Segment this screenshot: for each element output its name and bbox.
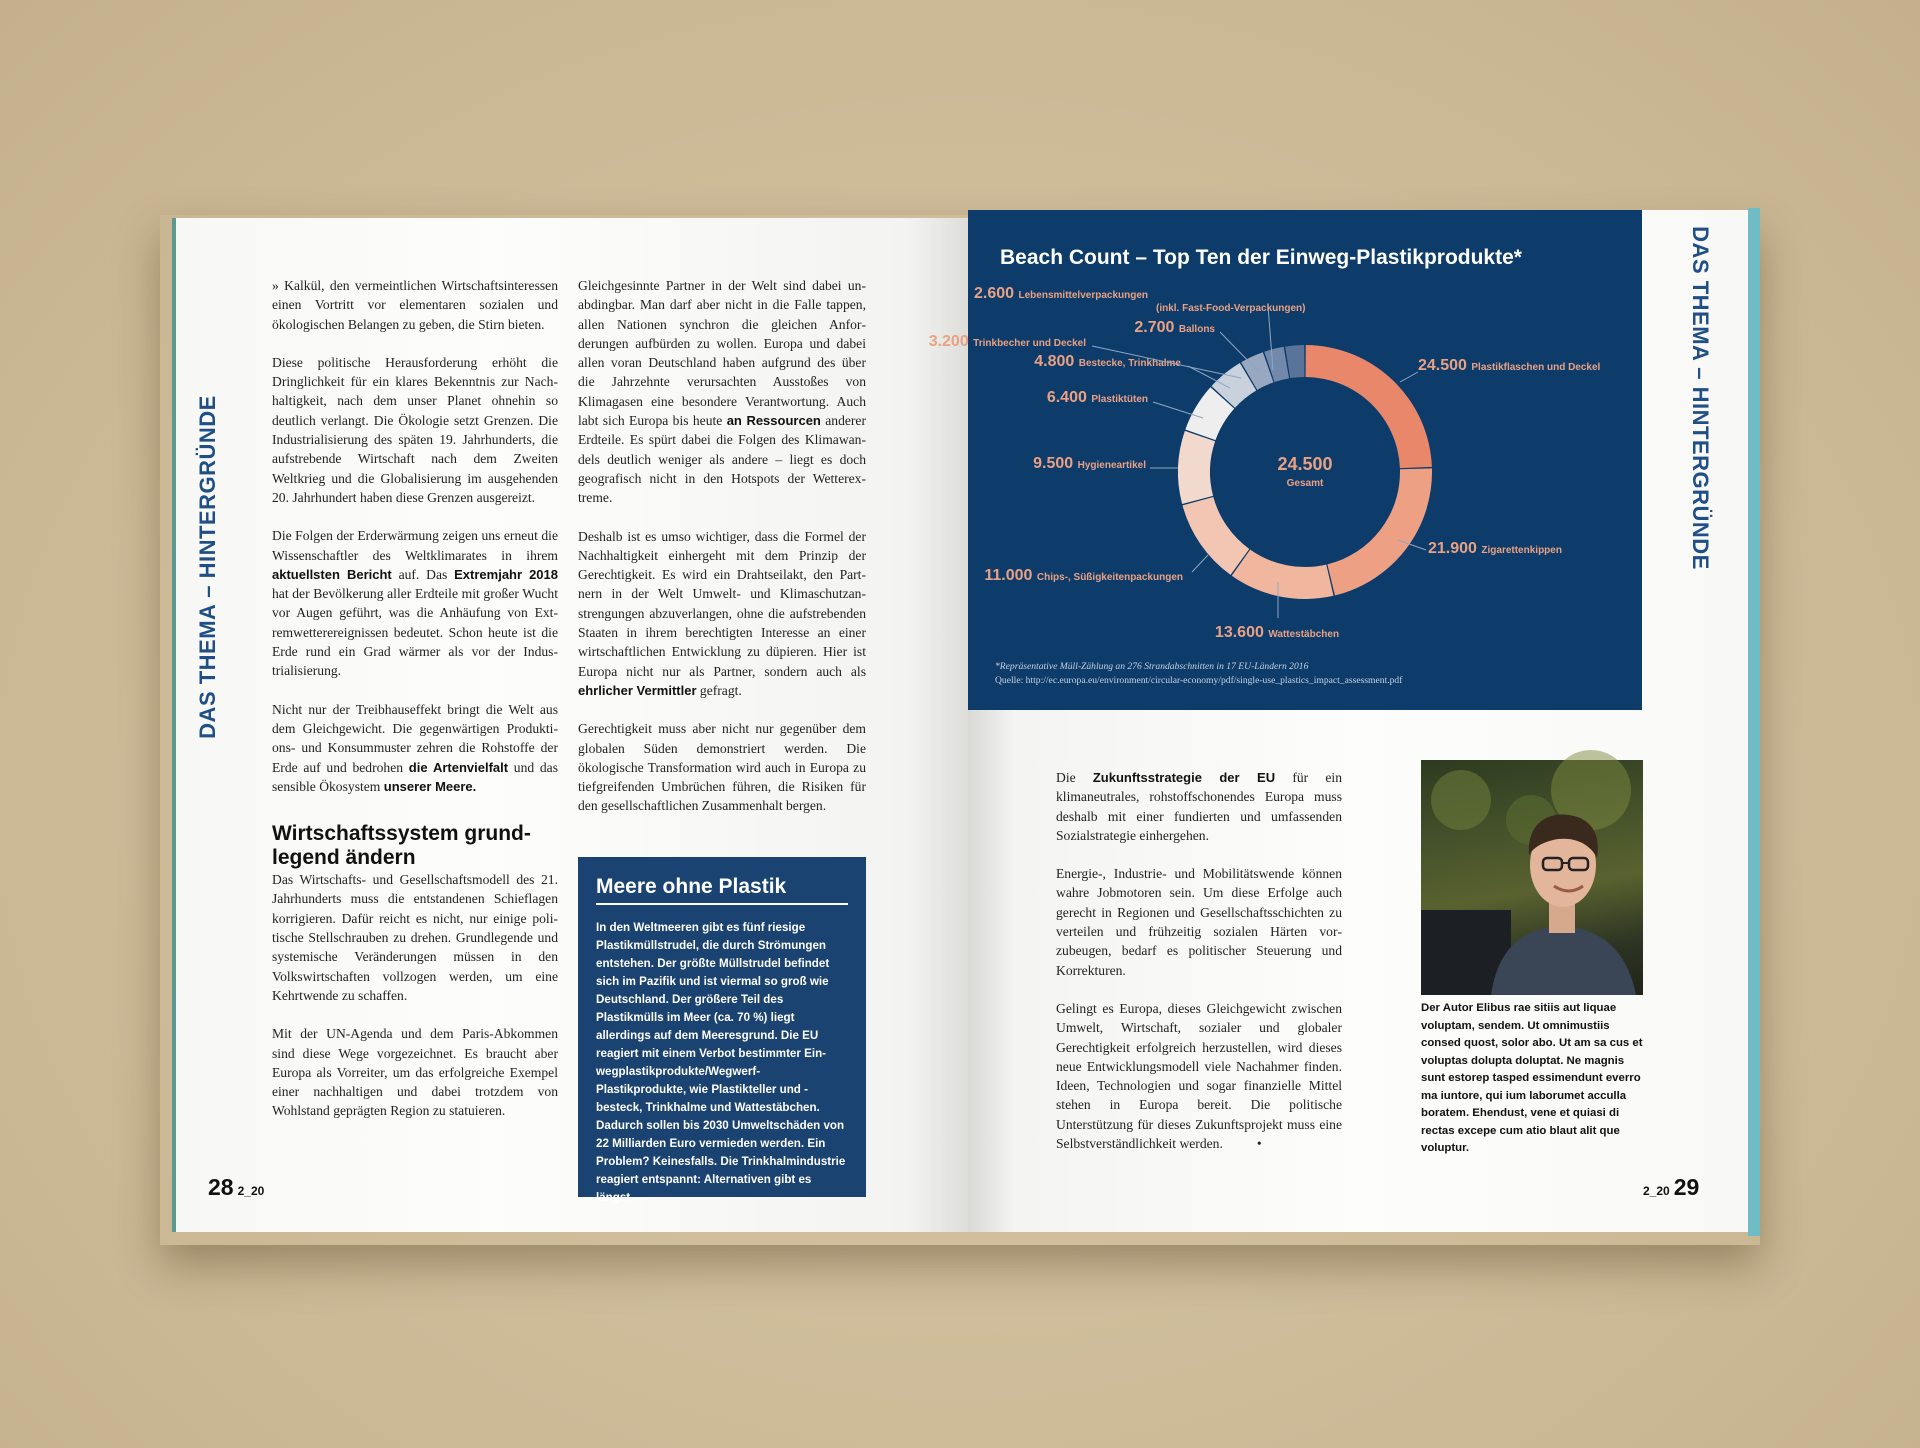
slice-label: 6.400 Plastiktüten [1046, 389, 1148, 406]
paragraph: Deshalb ist es umso wichtiger, dass die Formel der Nachhaltigkeit einhergeht mit dem Prinzip der Gerechtigkeit. Es wird ein Drahtseilakt, den Partnern in der Welt Umwelt- und Klimaschutzanstrengungen abzuverlangen, ohne die aufstrebenden Staaten in ihrem berechtigten Interesse an einer wirtschaftlichen Entwicklung zu düpieren. Hier ist Europa nicht nur als Partner, sondern auch als ehrlicher Vermittler gefragt. [578, 528, 866, 698]
info-box-text: In den Weltmeeren gibt es fünf riesige Plastikmüllstrudel, die durch Strömungen entstehen. Der größte Müllstrudel befindet sich im Pazifik und ist viermal so groß wie Deutschland. Der größere Teil des Plastikmülls im Meer (ca. 70 %) liegt allerdings auf dem Meeresgrund. Die EU reagiert mit einem Verbot bestimmter Einwegplastikprodukte/Wegwerf-Plastikprodukte, wie Plastikteller und -besteck, Trinkhalme und Wattestäbchen. Dadurch sollen bis 2030 Umweltschäden von 22 Milliarden Euro vermieden werden. Ein Problem? Keinesfalls. Die Trinkhalmindustrie reagiert entspannt: Alternativen gibt es längst. [596, 921, 846, 1204]
paragraph: Mit der UN-Agenda und dem Paris-Abkommen sind diese Wege vorgezeichnet. Es braucht aber Europa als Vorreiter, um das erfolgreiche Exempel einer nachhaltigen und dabei trotzdem von Wohlstand geprägten Region zu statuieren. [272, 1026, 558, 1119]
donut-slice-3 [1232, 550, 1334, 599]
donut-center-label: Gesamt [1286, 478, 1324, 489]
photo-caption: Der Autor Elibus rae sitiis aut liquae voluptam, sendem. Ut omnimustiis consed quost, solor abo. Ut am sa cus et voluptas dolupta doluptat. Ne magnis sunt estorep tasped essimendunt everro ma iuntore, qui ium laborumet acculla boratem. Ehendust, vene et quiasi di rectas excepe cum atio blaut alit que voluptur. [1421, 1002, 1643, 1154]
slice-label: 9.500 Hygieneartikel [1033, 455, 1146, 472]
info-box-title: Meere ohne Plastik [596, 875, 787, 898]
paragraph: Gelingt es Europa, dieses Gleichgewicht zwischen Umwelt, Wirtschaft, sozialer und globaler Gerechtigkeit erfolgreich herzustellen, wird dieses neue Entwicklungsmodell viele Nachahmer finden. Ideen, Technologien und sogar finanzielle Mittel stehen in Europa bereit. Die politische Unterstützung für dieses Zukunftsprojekt muss eine Selbstverständlichkeit werden. • [1056, 1000, 1342, 1152]
leader-line [1192, 555, 1208, 572]
footnote-source: Quelle: http://ec.europa.eu/environment/circular-economy/pdf/single-use_plastics_impact_assessment.pdf [995, 675, 1403, 686]
donut-slice-2 [1327, 468, 1432, 595]
donut-slice-4 [1182, 497, 1249, 575]
page-number-right: 2_20 29 [1643, 1174, 1700, 1200]
slice-label: 2.700 Ballons [1134, 319, 1215, 336]
slice-label: 2.600 Lebensmittelverpackungen [974, 285, 1148, 302]
left-column-1 [272, 276, 558, 1140]
slice-label-continuation: (inkl. Fast-Food-Verpackungen) [1156, 303, 1306, 314]
donut-slice-5 [1178, 431, 1215, 504]
section-title-left: DAS THEMA – HINTERGRÜNDE [195, 395, 220, 739]
paragraph: » Kalkül, den vermeintlichen Wirtschaftsinteressen einen Vortritt vor elementaren sozialen und ökologischen Belangen zu geben, die Stirn bieten. [272, 278, 558, 332]
paragraph: Nicht nur der Treibhauseffekt bringt die Welt aus dem Gleichgewicht. Die gegenwärtigen Produktions- und Konsummuster zehren die Rohstoffe der Erde auf und bedrohen die Artenvielfalt und das sensible Ökosystem unserer Meere. [272, 701, 559, 794]
chart-footnote [995, 660, 1615, 688]
slice-label: 3.200 Trinkbecher und Deckel [928, 333, 1086, 350]
paragraph: Gleichgesinnte Partner in der Welt sind dabei unabdingbar. Man darf aber nicht in die Falle tappen, allen Nationen synchron die gleichen Anforderungen aufbürden zu wollen. Europa und dabei allen voran Deutschland haben aufgrund des über die Jahrzehnte verursachten Ausstoßes von Klimagasen eine besondere Verantwortung. Auch labt sich Europa bis heute an Ressourcen anderer Erdteile. Es spürt dabei die Folgen des Klimawandels deutlich weniger als andere – liegt es doch geografisch nicht in den Hotspots der Wetterextreme. [578, 278, 866, 506]
donut-chart [928, 210, 1642, 710]
paragraph: Das Wirtschafts- und Gesellschaftsmodell des 21. Jahrhunderts muss die entstandenen Schieflagen korrigieren. Dafür reicht es nicht, nur einige politische Stellschrauben zu drehen. Grundlegende und systemische Veränderungen müssen in den Volkswirtschaften vollzogen werden, um eine Kehrtwende zu schaffen. [272, 872, 558, 1003]
section-heading: Wirtschaftssystem grundlegend ändern [272, 822, 531, 870]
paragraph: Die Zukunftsstrategie der EU für ein klimaneutrales, rohstoffschonendes Europa muss deshalb mit einer fundierten und umfassenden Sozialstrategie einhergehen. [1056, 770, 1342, 843]
donut-chart-panel [928, 210, 1642, 710]
slice-label: 4.800 Bestecke, Trinkhalme [1034, 353, 1181, 370]
author-photo [1421, 760, 1643, 995]
info-box-meere-ohne-plastik [578, 857, 866, 1204]
paragraph: Energie-, Industrie- und Mobilitätswende können wahre Jobmotoren sein. Um diese Erfolge auch gerecht in Regionen und Gesellschaftsschichten zu verteilen und frühzeitig sozialen Härten vorzubeugen, bedarf es politischer Steuerung und Korrekturen. [1056, 866, 1342, 978]
paragraph: Diese politische Herausforderung erhöht die Dringlichkeit für ein klares Bekenntnis zur Nachhaltigkeit, nach dem unser Planet ohnehin so deutlich verlangt. Die Ökologie setzt Grenzen. Die Industrialisierung des späten 19. Jahrhunderts, die aufstrebende Wirtschaft nach dem Zweiten Weltkrieg und die Globalisierung im ausgehenden 20. Jahrhundert haben diese Grenzen ausgereizt. [272, 354, 558, 505]
chart-title: Beach Count – Top Ten der Einweg-Plastikprodukte* [1000, 246, 1522, 269]
page-number-left: 28 2_20 [208, 1174, 265, 1200]
donut-center-value: 24.500 [1277, 454, 1333, 474]
right-column [1056, 768, 1342, 1172]
cover-edge [1748, 208, 1760, 1236]
leader-line [1400, 372, 1418, 382]
slice-label: 11.000 Chips-, Süßigkeitenpackungen [984, 567, 1183, 584]
left-column-2 [578, 276, 866, 835]
paragraph: Gerechtigkeit muss aber nicht nur gegenüber dem globalen Süden demonstriert werden. Die ökologische Transformation wird auch in Europa zu tiefgreifenden Umbrüchen führen, die Risiken für den gesellschaftlichen Zusammenhalt bergen. [578, 721, 866, 814]
slice-label: 24.500 Plastikflaschen und Deckel [1418, 357, 1601, 374]
donut-slice-1 [1306, 345, 1432, 468]
info-box-underline [596, 903, 848, 905]
slice-label: 21.900 Zigarettenkippen [1428, 540, 1562, 557]
person-portrait [1421, 760, 1643, 995]
slice-label: 13.600 Wattestäbchen [1214, 624, 1340, 641]
section-title-right: DAS THEMA – HINTERGRÜNDE [1688, 226, 1713, 570]
footnote-star: *Repräsentative Müll-Zählung an 276 Strandabschnitten in 17 EU-Ländern 2016 [995, 661, 1309, 672]
paragraph: Die Folgen der Erderwärmung zeigen uns erneut die Wissenschaftler des Weltklimarates in ihrem aktuellsten Bericht auf. Das Extremjahr 2018 hat der Bevölkerung aller Erdteile mit großer Wucht vor Augen geführt, was die Anhäufung von Extremwetterereignissen bedeutet. Schon heute ist die Erde rund ein Grad wärmer als vor der Industrialisierung. [272, 528, 559, 679]
